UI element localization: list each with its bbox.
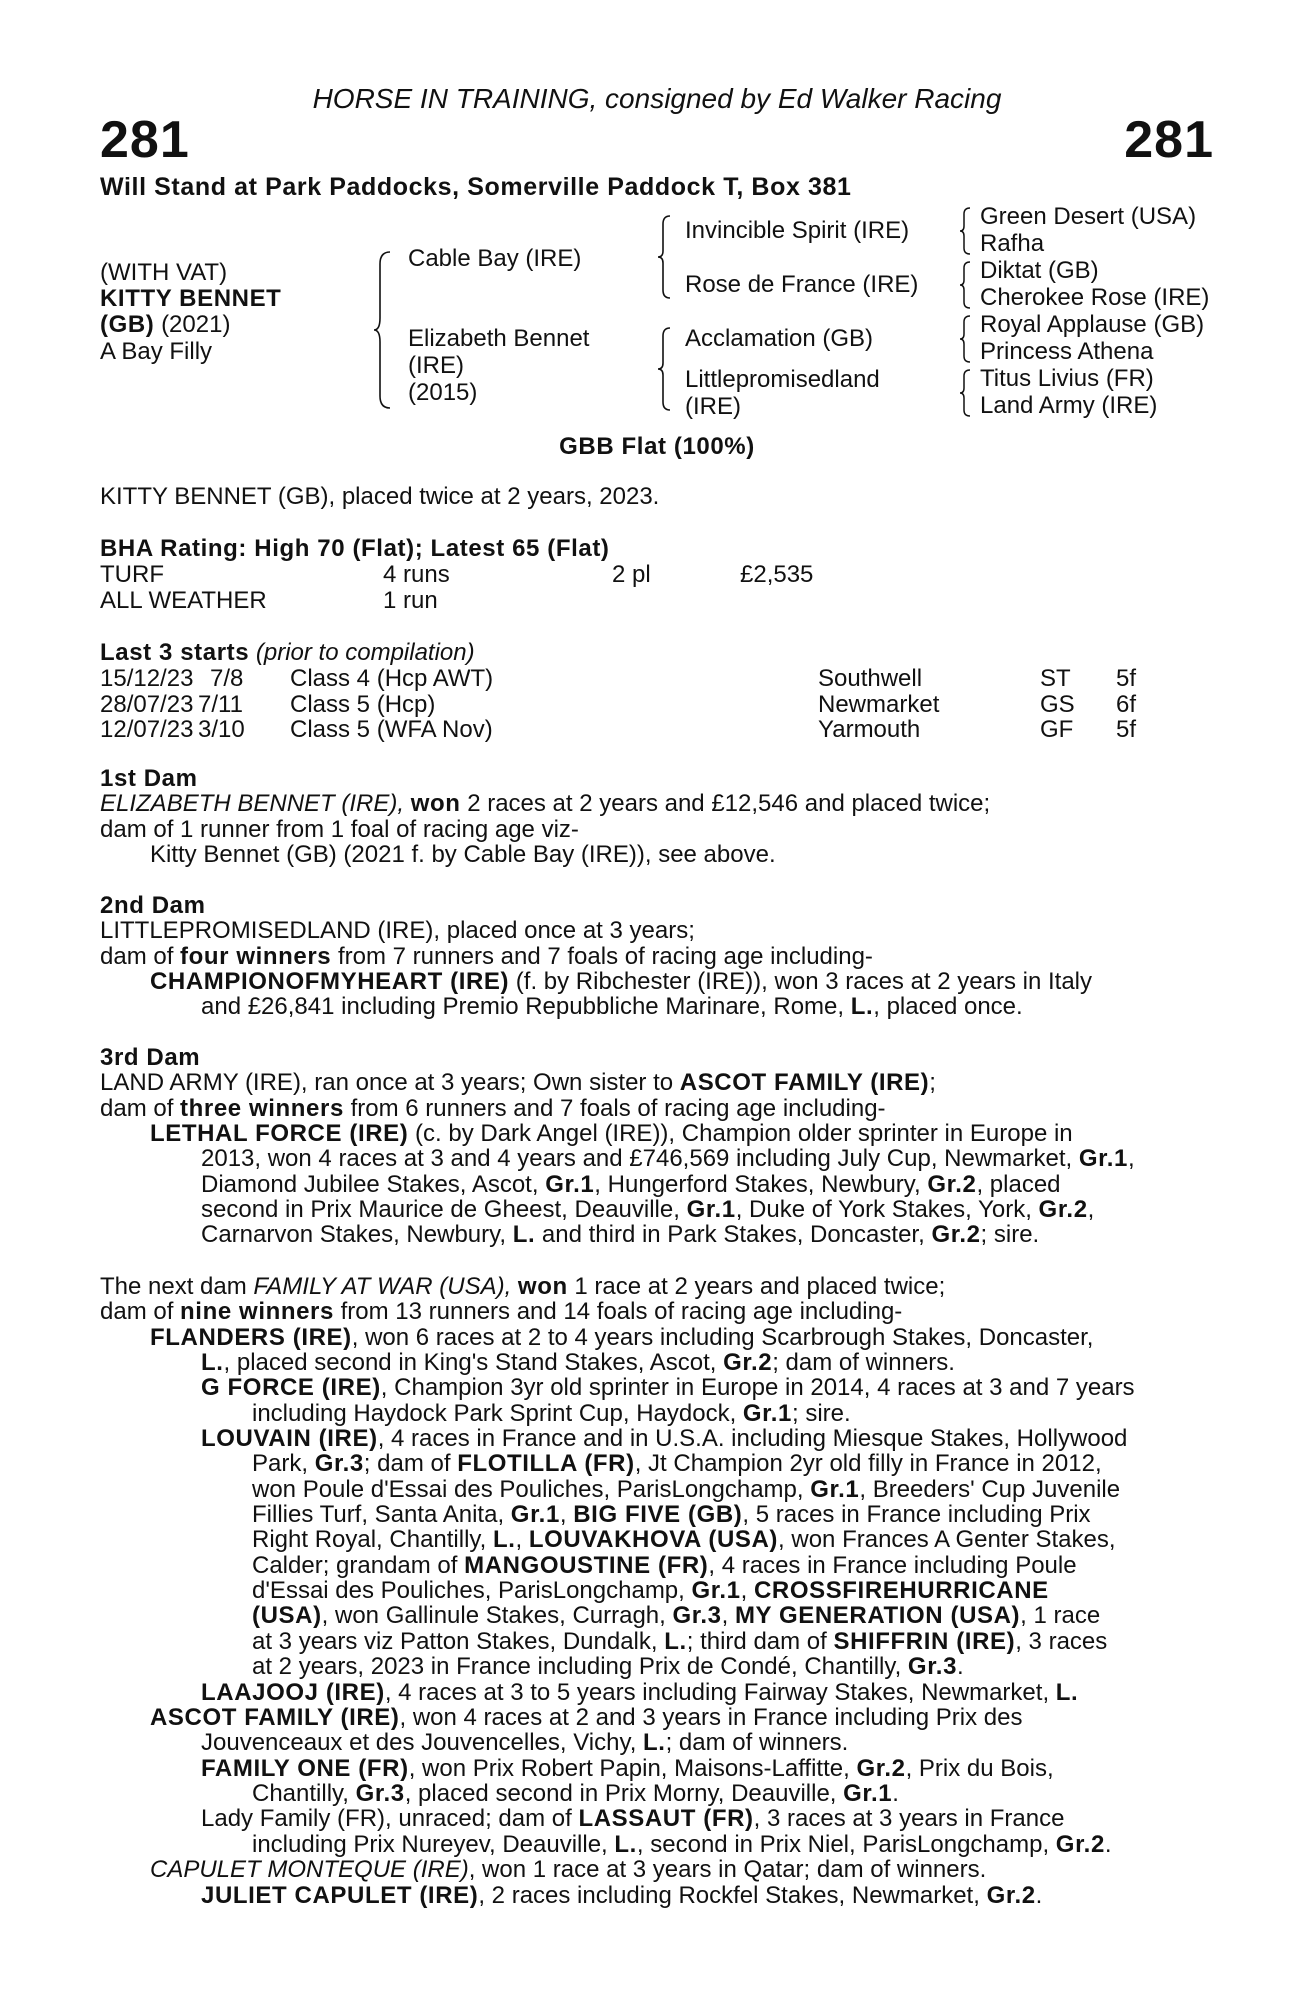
lady-family-line1: Lady Family (FR), unraced; dam of LASSAUT (FR), 3 races at 3 years in France <box>201 1805 1065 1832</box>
nextdam-line2: dam of nine winners from 13 runners and 14 foals of racing age including- <box>100 1298 903 1325</box>
pedigree-brace-sire <box>656 214 674 300</box>
pedigree-dam-line1: Elizabeth Bennet <box>408 325 590 352</box>
pedigree-ssd: Rafha <box>980 230 1045 257</box>
louvain-line3: won Poule d'Essai des Pouliches, ParisLongchamp, Gr.1, Breeders' Cup Juvenile <box>252 1476 1121 1503</box>
pedigree-sire: Cable Bay (IRE) <box>408 245 582 272</box>
pedigree-dds: Titus Livius (FR) <box>980 365 1154 392</box>
dam1-line2: dam of 1 runner from 1 foal of racing age viz- <box>100 816 579 843</box>
lethal-force-line1: LETHAL FORCE (IRE) (c. by Dark Angel (IRE)), Champion older sprinter in Europe in <box>150 1120 1073 1147</box>
louvain-line5: Right Royal, Chantilly, L., LOUVAKHOVA (USA), won Frances A Genter Stakes, <box>252 1526 1116 1553</box>
louvain-line10: at 2 years, 2023 in France including Prix de Condé, Chantilly, Gr.3. <box>252 1653 964 1680</box>
last3-cls: Class 5 (WFA Nov) <box>290 716 493 743</box>
all-weather-label: ALL WEATHER <box>100 587 267 614</box>
turf-label: TURF <box>100 561 164 588</box>
last3-date: 15/12/23 <box>100 665 194 692</box>
louvain-line4: Fillies Turf, Santa Anita, Gr.1, BIG FIVE (GB), 5 races in France including Prix <box>252 1501 1091 1528</box>
lot-number-left: 281 <box>100 111 190 169</box>
last3-dist: 5f <box>1116 665 1137 692</box>
dam1-line3: Kitty Bennet (GB) (2021 f. by Cable Bay (IRE)), see above. <box>150 841 776 868</box>
vat-note: (WITH VAT) <box>100 259 228 286</box>
last3-course: Southwell <box>818 665 923 692</box>
louvain-line8: (USA), won Gallinule Stakes, Curragh, Gr.3, MY GENERATION (USA), 1 race <box>252 1602 1101 1629</box>
dam2-heading: 2nd Dam <box>100 892 206 919</box>
flanders-line1: FLANDERS (IRE), won 6 races at 2 to 4 years including Scarbrough Stakes, Doncaster, <box>150 1324 1094 1351</box>
g-force-line1: G FORCE (IRE), Champion 3yr old sprinter in Europe in 2014, 4 races at 3 and 7 years <box>201 1374 1135 1401</box>
louvain-line1: LOUVAIN (IRE), 4 races in France and in U.S.A. including Miesque Stakes, Hollywood <box>201 1425 1128 1452</box>
turf-placed: 2 pl <box>612 561 651 588</box>
last3-course: Yarmouth <box>818 716 921 743</box>
lot-number-right: 281 <box>1124 111 1214 169</box>
nextdam-line1: The next dam FAMILY AT WAR (USA), won 1 race at 2 years and placed twice; <box>100 1273 946 1300</box>
dam2-line1: LITTLEPROMISEDLAND (IRE), placed once at 3 years; <box>100 917 695 944</box>
last3-going: GF <box>1040 716 1074 743</box>
flanders-line2: L., placed second in King's Stand Stakes, Ascot, Gr.2; dam of winners. <box>201 1349 955 1376</box>
last3-date: 12/07/23 <box>100 716 194 743</box>
g-force-line2: including Haydock Park Sprint Cup, Haydock, Gr.1; sire. <box>252 1400 851 1427</box>
family-one-line1: FAMILY ONE (FR), won Prix Robert Papin, Maisons-Laffitte, Gr.2, Prix du Bois, <box>201 1755 1054 1782</box>
last3-dist: 5f <box>1116 716 1137 743</box>
last3-dist: 6f <box>1116 690 1137 718</box>
dam3-line2: dam of three winners from 6 runners and 7 foals of racing age including- <box>100 1095 886 1122</box>
lady-family-line2: including Prix Nureyev, Deauville, L., second in Prix Niel, ParisLongchamp, Gr.2. <box>252 1831 1112 1858</box>
turf-prize: £2,535 <box>740 561 814 588</box>
family-one-line2: Chantilly, Gr.3, placed second in Prix Morny, Deauville, Gr.1. <box>252 1780 899 1807</box>
consignment-header: HORSE IN TRAINING, consigned by Ed Walker Racing <box>312 83 1002 114</box>
dam2-horse-line2: and £26,841 including Premio Repubbliche Marinare, Rome, L., placed once. <box>201 993 1023 1020</box>
last3-course: Newmarket <box>818 690 940 718</box>
laajooj-line: LAAJOOJ (IRE), 4 races at 3 to 5 years including Fairway Stakes, Newmarket, L. <box>201 1679 1079 1706</box>
dam3-line1: LAND ARMY (IRE), ran once at 3 years; Own sister to ASCOT FAMILY (IRE); <box>100 1069 936 1096</box>
last3-going: ST <box>1040 665 1071 692</box>
last3-heading: Last 3 starts (prior to compilation) <box>100 639 475 666</box>
last3-cls: Class 5 (Hcp) <box>290 690 436 718</box>
lethal-force-line2: 2013, won 4 races at 3 and 4 years and £746,569 including July Cup, Newmarket, Gr.1, <box>201 1145 1135 1172</box>
pedigree-brace-dd <box>958 368 974 418</box>
juliet-capulet-line: JULIET CAPULET (IRE), 2 races including Rockfel Stakes, Newmarket, Gr.2. <box>201 1882 1043 1909</box>
pedigree-dam-line3: (2015) <box>408 379 478 406</box>
louvain-line7: d'Essai des Pouliches, ParisLongchamp, Gr.1, CROSSFIREHURRICANE <box>252 1577 1049 1604</box>
pedigree-dss: Royal Applause (GB) <box>980 311 1205 338</box>
horse-description: A Bay Filly <box>100 338 213 365</box>
pedigree-ddd: Land Army (IRE) <box>980 392 1158 419</box>
pedigree-brace-main <box>372 250 394 410</box>
gbb-status: GBB Flat (100%) <box>559 433 755 460</box>
pedigree-brace-sd <box>958 260 974 310</box>
ascot-family-line1: ASCOT FAMILY (IRE), won 4 races at 2 and 3 years in France including Prix des <box>150 1704 1023 1731</box>
louvain-line6: Calder; grandam of MANGOUSTINE (FR), 4 races in France including Poule <box>252 1552 1077 1579</box>
stand-location: Will Stand at Park Paddocks, Somerville Paddock T, Box 381 <box>100 173 852 201</box>
louvain-line2: Park, Gr.3; dam of FLOTILLA (FR), Jt Champion 2yr old filly in France in 2012, <box>252 1450 1102 1477</box>
pedigree-brace-ss <box>958 206 974 256</box>
pedigree-dam-sire: Acclamation (GB) <box>685 325 874 352</box>
louvain-line9: at 3 years viz Patton Stakes, Dundalk, L.; third dam of SHIFFRIN (IRE), 3 races <box>252 1628 1108 1655</box>
pedigree-sss: Green Desert (USA) <box>980 203 1197 230</box>
turf-runs: 4 runs <box>383 561 450 588</box>
pedigree-brace-ds <box>958 314 974 364</box>
dam2-line2: dam of four winners from 7 runners and 7 foals of racing age including- <box>100 943 873 970</box>
dam1-heading: 1st Dam <box>100 765 198 792</box>
last3-cls: Class 4 (Hcp AWT) <box>290 665 494 692</box>
last3-pos: 7/11 <box>198 690 243 718</box>
pedigree-dsd: Princess Athena <box>980 338 1154 365</box>
pedigree-sire-sire: Invincible Spirit (IRE) <box>685 217 910 244</box>
capulet-monteque-line: CAPULET MONTEQUE (IRE), won 1 race at 3 years in Qatar; dam of winners. <box>150 1856 987 1883</box>
pedigree-sds: Diktat (GB) <box>980 257 1099 284</box>
pedigree-dam-line2: (IRE) <box>408 352 464 379</box>
dam3-heading: 3rd Dam <box>100 1044 201 1071</box>
pedigree-dam-dam-line2: (IRE) <box>685 393 741 420</box>
lethal-force-line4: second in Prix Maurice de Gheest, Deauville, Gr.1, Duke of York Stakes, York, Gr.2, <box>201 1196 1095 1223</box>
horse-name: KITTY BENNET <box>100 285 282 312</box>
horse-country-year: (GB) (2021) <box>100 311 231 338</box>
dam1-line1: ELIZABETH BENNET (IRE), won 2 races at 2 years and £12,546 and placed twice; <box>100 790 991 817</box>
pedigree-sire-dam: Rose de France (IRE) <box>685 271 919 298</box>
last3-going: GS <box>1040 690 1075 718</box>
ascot-family-line2: Jouvenceaux et des Jouvencelles, Vichy, L.; dam of winners. <box>201 1729 849 1756</box>
pedigree-sdd: Cherokee Rose (IRE) <box>980 284 1210 311</box>
last3-pos: 7/8 <box>210 665 244 692</box>
bha-rating: BHA Rating: High 70 (Flat); Latest 65 (Flat) <box>100 535 610 562</box>
pedigree-brace-dam <box>656 326 674 412</box>
horse-summary: KITTY BENNET (GB), placed twice at 2 years, 2023. <box>100 483 660 510</box>
last3-pos: 3/10 <box>198 716 245 743</box>
pedigree-dam-dam-line1: Littlepromisedland <box>685 366 880 393</box>
all-weather-runs: 1 run <box>383 587 438 614</box>
lethal-force-line3: Diamond Jubilee Stakes, Ascot, Gr.1, Hungerford Stakes, Newbury, Gr.2, placed <box>201 1171 1061 1198</box>
dam2-horse-line1: CHAMPIONOFMYHEART (IRE) (f. by Ribchester (IRE)), won 3 races at 2 years in Italy <box>150 968 1092 995</box>
last3-date: 28/07/23 <box>100 690 194 718</box>
lethal-force-line5: Carnarvon Stakes, Newbury, L. and third in Park Stakes, Doncaster, Gr.2; sire. <box>201 1221 1040 1248</box>
